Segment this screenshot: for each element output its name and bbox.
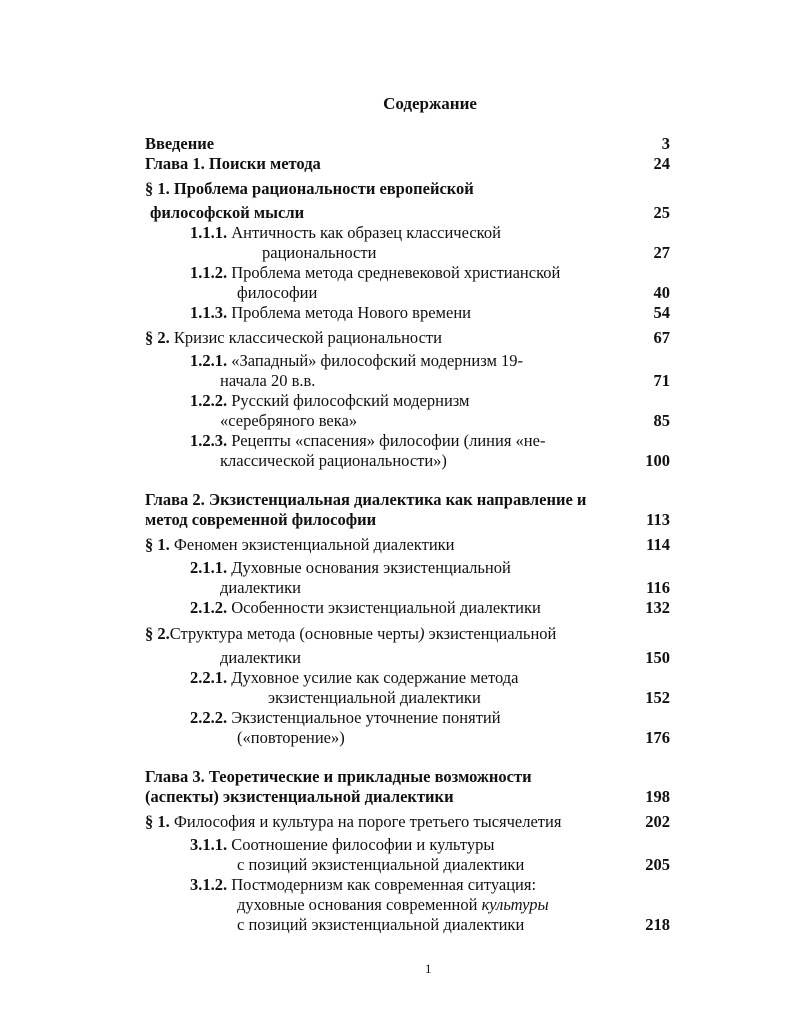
toc-entry-1-1-3: 1.1.3. Проблема метода Нового времени [190, 303, 471, 322]
toc-entry-1-1-1-cont: рациональности [262, 243, 377, 262]
toc-entry-1-2-2-page: 85 [653, 411, 670, 430]
toc-section-1-2-page: 67 [653, 328, 670, 347]
toc-entry-2-1-2-page: 132 [645, 598, 670, 617]
toc-section-2-2-cont: диалектики [220, 648, 301, 667]
toc-intro: Введение [145, 134, 215, 153]
toc-section-3-1-page: 202 [645, 812, 670, 831]
toc-entry-2-2-2-page: 176 [645, 728, 670, 747]
toc-chapter-2-cont: метод современной философии [145, 510, 377, 529]
toc-chapter-2-page: 113 [646, 510, 670, 529]
toc-entry-1-1-1: 1.1.1. Античность как образец классической [190, 223, 501, 242]
toc-entry-3-1-1-cont: с позиций экзистенциальной диалектики [237, 855, 525, 874]
toc-section-1-1-cont: философской мысли [150, 203, 305, 222]
toc-section-2-1: § 1. Феномен экзистенциальной диалектики [145, 535, 455, 554]
toc-entry-1-2-3-page: 100 [645, 451, 670, 470]
toc-section-2-2-page: 150 [645, 648, 670, 667]
toc-section-3-1: § 1. Философия и культура на пороге третьего тысячелетия [145, 812, 562, 831]
toc-chapter-1-page: 24 [653, 154, 670, 173]
toc-entry-2-1-2: 2.1.2. Особенности экзистенциальной диалектики [190, 598, 541, 617]
toc-entry-3-1-2-cont: духовные основания современной культуры [237, 895, 549, 914]
toc-entry-3-1-1: 3.1.1. Соотношение философии и культуры [190, 835, 495, 854]
toc-entry-1-1-2: 1.1.2. Проблема метода средневековой христианской [190, 263, 561, 282]
toc-entry-1-2-3-cont: классической рациональности») [220, 451, 447, 470]
toc-chapter-1: Глава 1. Поиски метода [145, 154, 321, 173]
toc-entry-2-2-1-cont: экзистенциальной диалектики [268, 688, 481, 707]
toc-entry-2-1-1-cont: диалектики [220, 578, 301, 597]
toc-entry-3-1-2-page: 218 [645, 915, 670, 934]
toc-section-2-1-page: 114 [646, 535, 670, 554]
toc-chapter-3: Глава 3. Теоретические и прикладные возможности [145, 767, 532, 786]
page-title: Содержание [383, 94, 477, 113]
toc-entry-2-2-2-cont: («повторение») [237, 728, 345, 747]
toc-entry-2-2-2: 2.2.2. Экзистенциальное уточнение понятий [190, 708, 501, 727]
toc-entry-2-1-1: 2.1.1. Духовные основания экзистенциальной [190, 558, 511, 577]
toc-entry-3-1-1-page: 205 [645, 855, 670, 874]
toc-intro-page: 3 [661, 134, 670, 153]
toc-entry-1-1-1-page: 27 [653, 243, 670, 262]
toc-entry-1-2-1-cont: начала 20 в.в. [220, 371, 316, 390]
toc-entry-1-2-2-cont: «серебряного века» [220, 411, 358, 430]
toc-entry-1-1-2-cont: философии [237, 283, 318, 302]
toc-chapter-2: Глава 2. Экзистенциальная диалектика как направление и [145, 490, 587, 509]
toc-entry-1-1-3-page: 54 [653, 303, 670, 322]
toc-entry-2-1-1-page: 116 [646, 578, 670, 597]
page-number: 1 [425, 961, 432, 976]
toc-entry-1-2-1: 1.2.1. «Западный» философский модернизм 19- [190, 351, 524, 370]
toc-entry-1-1-2-page: 40 [653, 283, 670, 302]
toc-section-1-1: § 1. Проблема рациональности европейской [145, 179, 474, 198]
toc-entry-3-1-2-cont2: с позиций экзистенциальной диалектики [237, 915, 525, 934]
toc-chapter-3-cont: (аспекты) экзистенциальной диалектики [145, 787, 454, 806]
toc-entry-2-2-1: 2.2.1. Духовное усилие как содержание метода [190, 668, 519, 687]
toc-chapter-3-page: 198 [645, 787, 670, 806]
toc-entry-1-2-3: 1.2.3. Рецепты «спасения» философии (линия «не- [190, 431, 546, 450]
toc-section-1-2: § 2. Кризис классической рациональности [145, 328, 442, 347]
toc-entry-3-1-2: 3.1.2. Постмодернизм как современная ситуация: [190, 875, 537, 894]
toc-entry-1-2-1-page: 71 [653, 371, 670, 390]
toc-section-1-1-page: 25 [653, 203, 670, 222]
toc-entry-2-2-1-page: 152 [645, 688, 670, 707]
toc-entry-1-2-2: 1.2.2. Русский философский модернизм [190, 391, 470, 410]
toc-section-2-2: § 2.Структура метода (основные черты) экзистенциальной [145, 624, 557, 643]
